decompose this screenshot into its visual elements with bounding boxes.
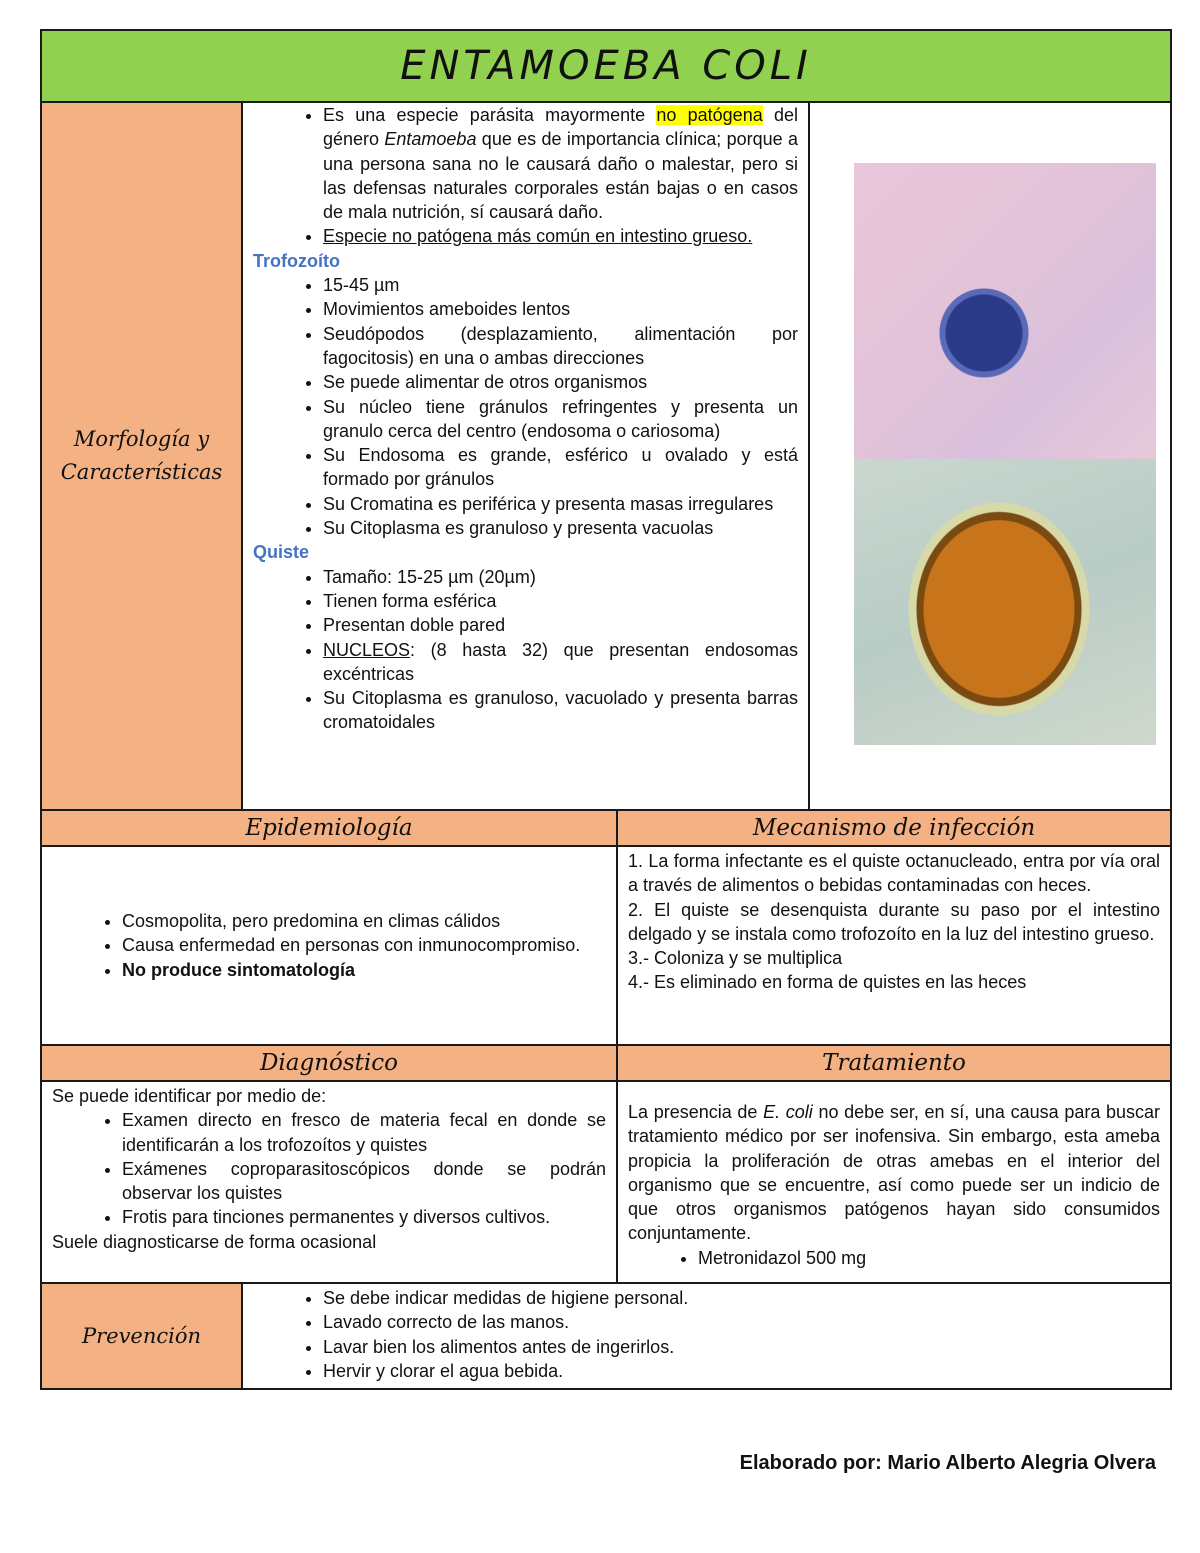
info-sheet [40, 29, 1170, 1390]
title-bar [41, 30, 1171, 102]
list-item: • Su Endosoma es grande, esférico u ovalado y está formado por gránulos [323, 443, 798, 492]
prevencion-label: Prevención [81, 1323, 202, 1348]
intro-list [243, 103, 798, 249]
epidemiologia-list [42, 909, 606, 982]
tratamiento-text-pre: La presencia de [628, 1102, 764, 1122]
morphology-content [242, 102, 809, 810]
nucleos-label: NUCLEOS [323, 639, 411, 660]
intro-text-mid: del género [323, 105, 798, 150]
list-item: • Seudópodos (desplazamiento, alimentación por fagocitosis) en una o ambas direcciones [323, 322, 798, 371]
epidemiologia-content [41, 846, 617, 1045]
morphology-label-line2: Características [60, 460, 223, 484]
list-item: • Causa enfermedad en personas con inmunocompromiso. [122, 933, 606, 957]
tratamiento-text [628, 1100, 1160, 1246]
list-item: • Frotis para tinciones permanentes y diversos cultivos. [122, 1205, 606, 1229]
prevencion-list [243, 1286, 1160, 1383]
mecanismo-content [617, 846, 1171, 1045]
list-item: • No produce sintomatología [122, 958, 606, 982]
list-item: • 15-45 µm [323, 273, 798, 297]
tratamiento-text-post: no debe ser, en sí, una causa para buscar tratamiento médico por ser inofensiva. Sin embargo, esta ameba propicia la proliferación de otras amebas en el interior del organismo que se encuentre, así como puede ser un indicio de que otros organismos patógenos hayan sido consumidos conjuntamente. [628, 1102, 1161, 1244]
tratamiento-header: Tratamiento [617, 1045, 1171, 1081]
list-item: • Su núcleo tiene gránulos refringentes y presenta un granulo cerca del centro (endosoma o cariosoma) [323, 395, 798, 444]
mecanismo-header: Mecanismo de infección [617, 810, 1171, 846]
list-item: • Su Citoplasma es granuloso y presenta vacuolas [323, 516, 798, 540]
list-item: • Metronidazol 500 mg [698, 1246, 1160, 1270]
species-name: E. coli [763, 1102, 813, 1122]
prevencion-label-cell [41, 1283, 242, 1389]
nucleos-text: : (8 hasta 32) que presentan endosomas excéntricas [323, 639, 798, 684]
list-item: • Se debe indicar medidas de higiene personal. [323, 1286, 1160, 1310]
list-item: • Su Cromatina es periférica y presenta masas irregulares [323, 492, 798, 516]
list-item: • Examen directo en fresco de materia fecal en donde se identificarán a los trofozoítos y quistes [122, 1108, 606, 1157]
list-item: • Exámenes coproparasitoscópicos donde se podrán observar los quistes [122, 1157, 606, 1206]
list-item: • Lavar bien los alimentos antes de ingerirlos. [323, 1335, 1160, 1359]
diagnostico-content [41, 1081, 617, 1283]
quiste-list [243, 565, 798, 735]
intro-item-underlined: • Especie no patógena más común en intestino grueso. [323, 224, 798, 248]
epidemiologia-header: Epidemiología [41, 810, 617, 846]
morphology-label-line1: Morfología y [73, 427, 210, 451]
morphology-label-cell [41, 102, 242, 810]
intro-text-pre: Es una especie parásita mayormente [323, 105, 657, 125]
mecanismo-line: 1. La forma infectante es el quiste octanucleado, entra por vía oral a través de alimentos o bebidas contaminadas con heces. [628, 851, 1161, 896]
genus-name: Entamoeba [384, 129, 477, 150]
quiste-label: Quiste [253, 542, 310, 563]
list-item: • Se puede alimentar de otros organismos [323, 370, 798, 394]
diagnostico-list [52, 1108, 606, 1229]
trofozoito-label: Trofozoíto [253, 250, 340, 271]
intro-item [323, 103, 798, 224]
tratamiento-list [628, 1246, 1160, 1270]
list-item: • Presentan doble pared [323, 613, 798, 637]
list-item: • Tienen forma esférica [323, 589, 798, 613]
page-title: ENTAMOEBA COLI [400, 43, 812, 89]
trofozoito-list [243, 273, 798, 540]
list-item: • Lavado correcto de las manos. [323, 1310, 1160, 1334]
list-item: • Su Citoplasma es granuloso, vacuolado y presenta barras cromatoidales [323, 686, 798, 735]
diagnostico-header: Diagnóstico [41, 1045, 617, 1081]
mecanismo-line: 4.- Es eliminado en forma de quistes en las heces [628, 972, 1027, 993]
intro-text-post: que es de importancia clínica; porque a una persona sana no le causará daño o malestar, pero si las defensas naturales corporales están bajas o en casos de mala nutrición, sí causará daño. [323, 129, 798, 223]
mecanismo-line: 3.- Coloniza y se multiplica [628, 948, 843, 969]
list-item: • Tamaño: 15-25 µm (20µm) [323, 565, 798, 589]
cyst-micrograph [854, 459, 1156, 745]
mecanismo-line: 2. El quiste se desenquista durante su paso por el intestino delgado y se instala como trofozoíto en la luz del intestino grueso. [628, 899, 1161, 944]
list-item: • Hervir y clorar el agua bebida. [323, 1359, 1160, 1383]
diagnostico-intro: Se puede identificar por medio de: [52, 1086, 327, 1106]
tratamiento-content [617, 1081, 1171, 1283]
author-credit: Elaborado por: Mario Alberto Alegria Olvera [739, 1452, 1156, 1474]
highlight-no-patogena: no patógena [656, 105, 763, 125]
list-item [323, 638, 798, 687]
prevencion-content [242, 1283, 1171, 1389]
list-item: • Movimientos ameboides lentos [323, 297, 798, 321]
diagnostico-outro: Suele diagnosticarse de forma ocasional [52, 1231, 377, 1252]
list-item: • Cosmopolita, pero predomina en climas cálidos [122, 909, 606, 933]
trophozoite-micrograph [854, 163, 1156, 459]
